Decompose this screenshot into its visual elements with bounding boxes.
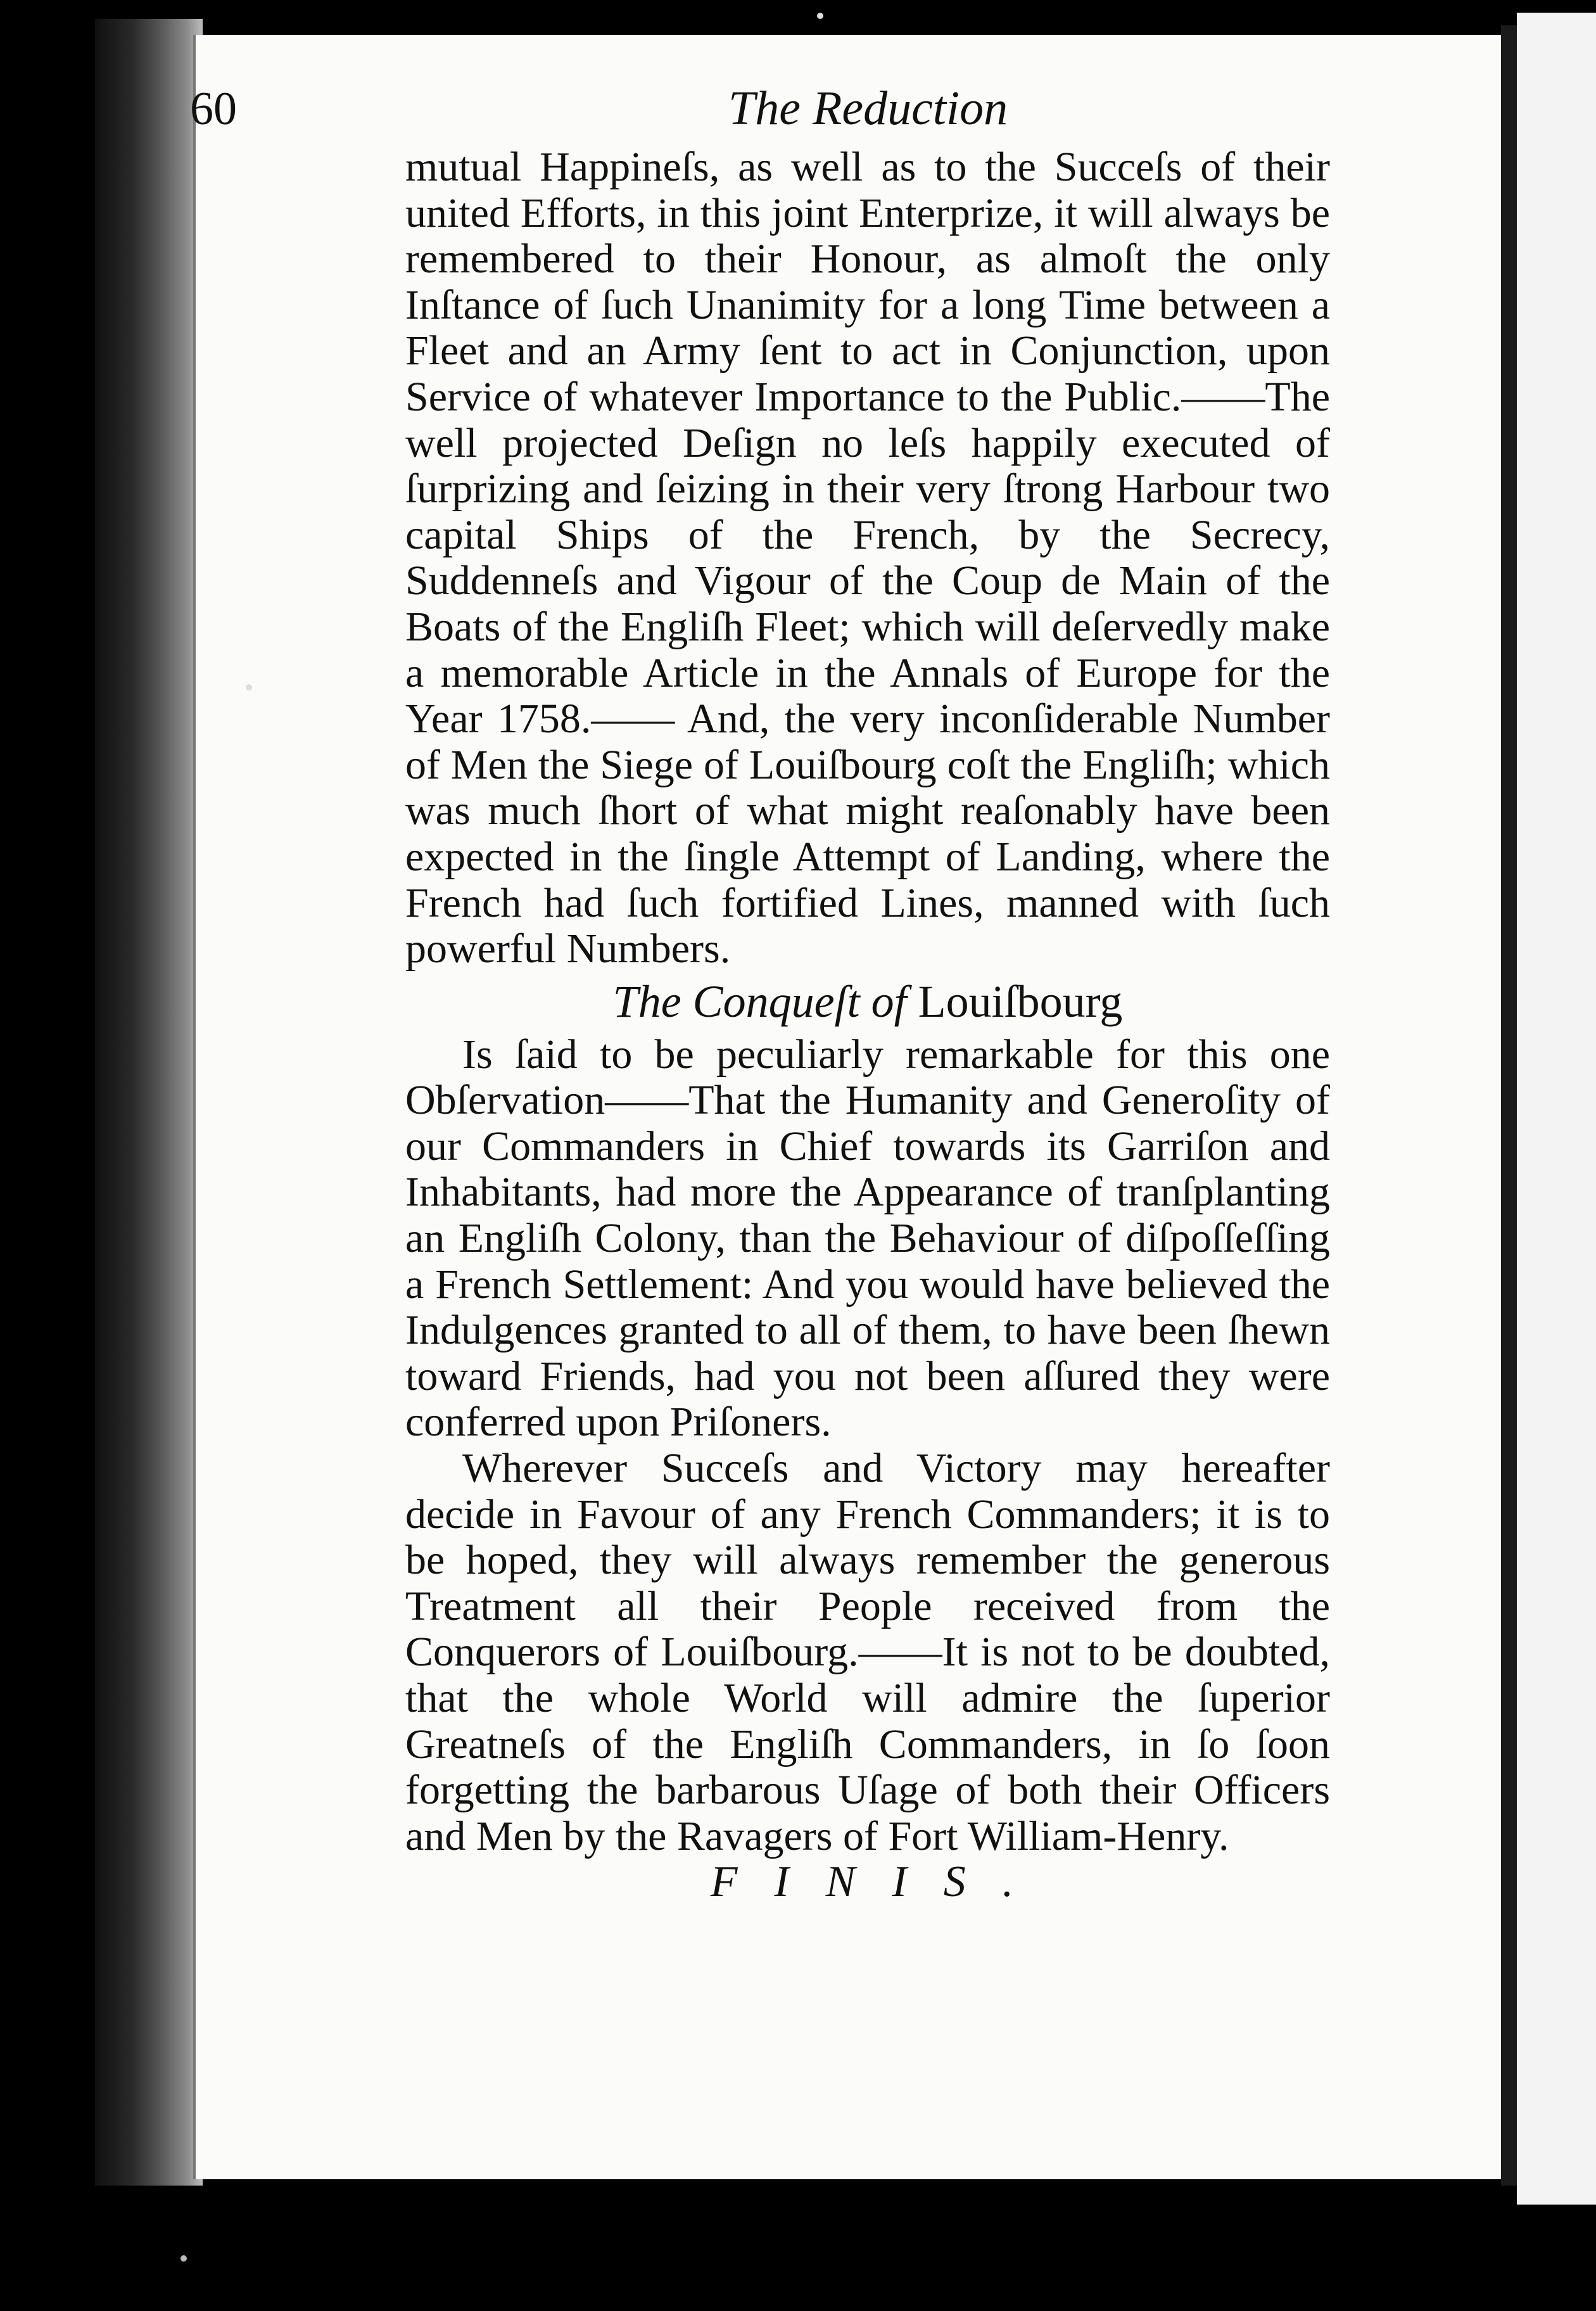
paper-speck (180, 2255, 187, 2262)
section-heading (405, 977, 1330, 1026)
paper-speck (817, 13, 823, 19)
page-gutter-shadow (1501, 25, 1517, 2186)
book-spine-edge (95, 19, 203, 2186)
paragraph-3: Wherever Succeſs and Victory may hereafter decide in Favour of any French Commanders; it is to be hoped, they will always remember the generous Treatment all their People received from the Conquerors of Louiſbourg.——It is not to be doubted, that the whole World will admire the ſuperior Greatneſs of the Engliſh Commanders, in ſo ſoon forgetting the barbarous Uſage of both their Officers and Men by the Ravagers of Fort William-Henry. (405, 1445, 1330, 1859)
heading-italic: The Conqueſt of (612, 976, 907, 1027)
paper-speck (246, 684, 252, 691)
page-number: 60 (190, 83, 237, 135)
facing-page-strip (1517, 13, 1596, 2205)
paragraph-1: mutual Happineſs, as well as to the Succeſs of their united Efforts, in this joint Enterprize, it will always be remembered to their Honour, as almoſt the only Inſtance of ſuch Unanimity for a long Time between a Fleet and an Army ſent to act in Conjunction, upon Service of whatever Importance to the Public.——The well projected Deſign no leſs happily executed of ſurprizing and ſeizing in their very ſtrong Harbour two capital Ships of the French, by the Secrecy, Suddenneſs and Vigour of the Coup de Main of the Boats of the Engliſh Fleet; which will deſervedly make a memorable Article in the Annals of Europe for the Year 1758.—— And, the very inconſiderable Number of Men the Siege of Louiſbourg coſt the Engliſh; which was much ſhort of what might reaſonably have been expected in the ſingle Attempt of Landing, where the French had ſuch fortified Lines, manned with ſuch powerful Numbers. (405, 144, 1330, 972)
finis: FINIS. (710, 1857, 1051, 1907)
heading-roman: Louiſbourg (918, 976, 1123, 1027)
paragraph-2: Is ſaid to be peculiarly remarkable for this one Obſervation——That the Humanity and Generoſity of our Commanders in Chief towards its Garriſon and Inhabitants, had more the Appearance of tranſplanting an Engliſh Colony, than the Behaviour of diſpoſſeſſing a French Settlement: And you would have believed the Indulgences granted to all of them, to have been ſhewn toward Friends, had you not been aſſured they were conferred upon Priſoners. (405, 1031, 1330, 1446)
body-text (405, 144, 1330, 1906)
running-title: The Reduction (728, 82, 1008, 135)
